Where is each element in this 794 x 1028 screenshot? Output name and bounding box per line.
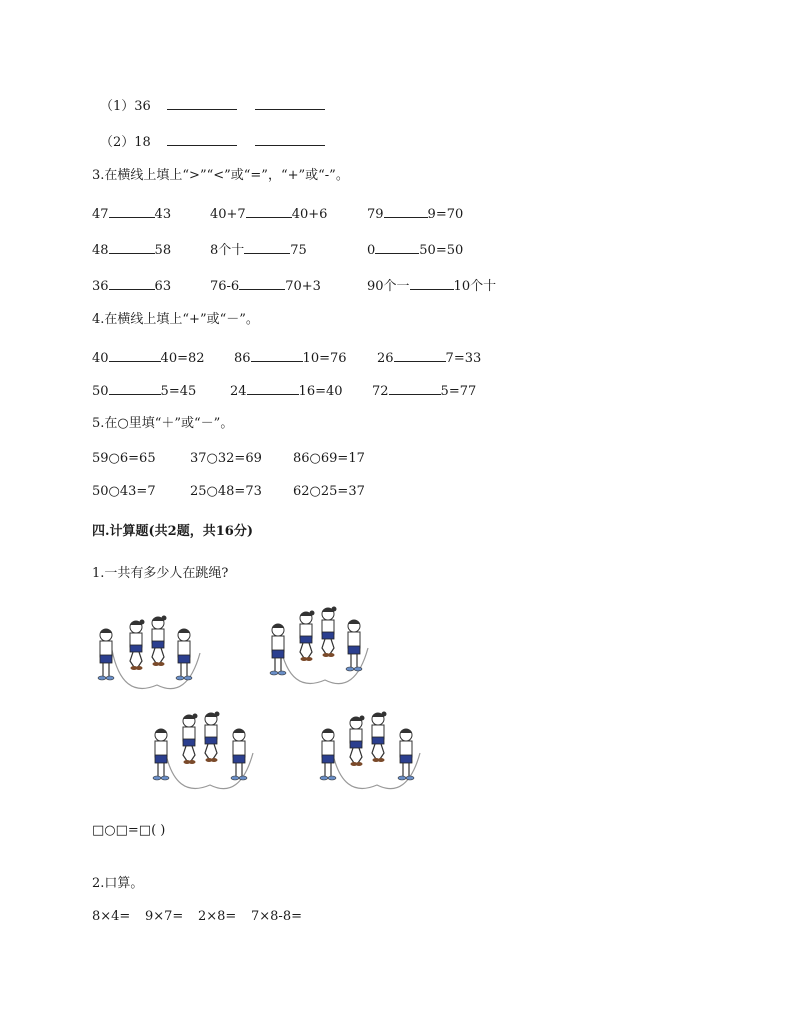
q4-title: 4.在横线上填上“+”或“－”。 [92, 312, 259, 327]
expr-right: 40+6 [291, 207, 328, 222]
expr-right: 10=76 [302, 351, 347, 366]
jump-rope-illustration [260, 600, 390, 700]
expr-left: 79 [367, 207, 384, 222]
expr-left: 86 [234, 351, 251, 366]
expr-left: 8个十 [210, 243, 245, 258]
expr-right: 5=77 [440, 384, 477, 399]
mental-math-item[interactable]: 9×7= [145, 909, 184, 924]
expr-left: 90个一 [367, 279, 410, 294]
circle-equation: 62○25=37 [293, 484, 365, 499]
answer-blank[interactable] [410, 275, 454, 290]
answer-blank[interactable] [384, 203, 428, 218]
answer-blank[interactable] [389, 380, 441, 395]
expr-left: 36 [92, 279, 109, 294]
expr-left: 72 [372, 384, 389, 399]
expr-left: 40 [92, 351, 109, 366]
pair-label: （2）18 [100, 135, 151, 150]
q3-title: 3.在横线上填上“>”“<”或“=”，“+”或“-”。 [92, 168, 349, 183]
answer-blank[interactable] [375, 239, 419, 254]
jump-rope-illustration [145, 705, 275, 805]
answer-blank[interactable] [239, 275, 285, 290]
pair-row-1 [100, 95, 325, 116]
expr-left: 40+7 [210, 207, 246, 222]
expr-right: 75 [290, 243, 307, 258]
expr-right: 50=50 [419, 243, 464, 258]
answer-blank[interactable] [251, 347, 303, 362]
expr-right: 10个十 [453, 279, 497, 294]
answer-blank[interactable] [394, 347, 446, 362]
answer-blank[interactable] [244, 239, 290, 254]
mental-math-item[interactable]: 2×8= [198, 909, 237, 924]
expr-right: 5=45 [160, 384, 197, 399]
expr-right: 16=40 [298, 384, 343, 399]
circle-equation: 59○6=65 [92, 451, 156, 466]
jump-rope-illustration [312, 705, 442, 805]
answer-blank[interactable] [246, 203, 292, 218]
circle-equation: 25○48=73 [190, 484, 262, 499]
circle-equation: 37○32=69 [190, 451, 262, 466]
answer-blank[interactable] [167, 95, 237, 110]
section-heading: 四.计算题(共2题，共16分) [92, 524, 253, 539]
expr-left: 26 [377, 351, 394, 366]
expr-left: 48 [92, 243, 109, 258]
expr-right: 58 [154, 243, 172, 258]
expr-right: 43 [154, 207, 172, 222]
pair-row-2 [100, 131, 325, 152]
expr-left: 50 [92, 384, 109, 399]
answer-blank[interactable] [255, 95, 325, 110]
circle-equation: 50○43=7 [92, 484, 156, 499]
q-jump-rope-answer[interactable]: □○□=□( ) [92, 823, 166, 838]
answer-blank[interactable] [109, 275, 155, 290]
jump-rope-illustration [92, 605, 222, 705]
expr-right: 63 [154, 279, 172, 294]
answer-blank[interactable] [247, 380, 299, 395]
answer-blank[interactable] [167, 131, 237, 146]
expr-right: 70+3 [285, 279, 321, 294]
circle-equation: 86○69=17 [293, 451, 365, 466]
answer-blank[interactable] [109, 203, 155, 218]
expr-right: 9=70 [427, 207, 464, 222]
expr-left: 47 [92, 207, 109, 222]
expr-right: 7=33 [445, 351, 482, 366]
pair-label: （1）36 [100, 99, 151, 114]
mental-math-item[interactable]: 7×8-8= [251, 909, 302, 924]
answer-blank[interactable] [255, 131, 325, 146]
expr-right: 40=82 [160, 351, 205, 366]
expr-left: 76-6 [210, 279, 240, 294]
q-mental-math-title: 2.口算。 [92, 876, 144, 891]
expr-left: 0 [367, 243, 376, 258]
expr-left: 24 [230, 384, 247, 399]
answer-blank[interactable] [109, 347, 161, 362]
answer-blank[interactable] [109, 239, 155, 254]
q5-title: 5.在○里填“＋”或“－”。 [92, 416, 234, 431]
q-jump-rope-title: 1.一共有多少人在跳绳? [92, 566, 229, 581]
answer-blank[interactable] [109, 380, 161, 395]
mental-math-item[interactable]: 8×4= [92, 909, 131, 924]
